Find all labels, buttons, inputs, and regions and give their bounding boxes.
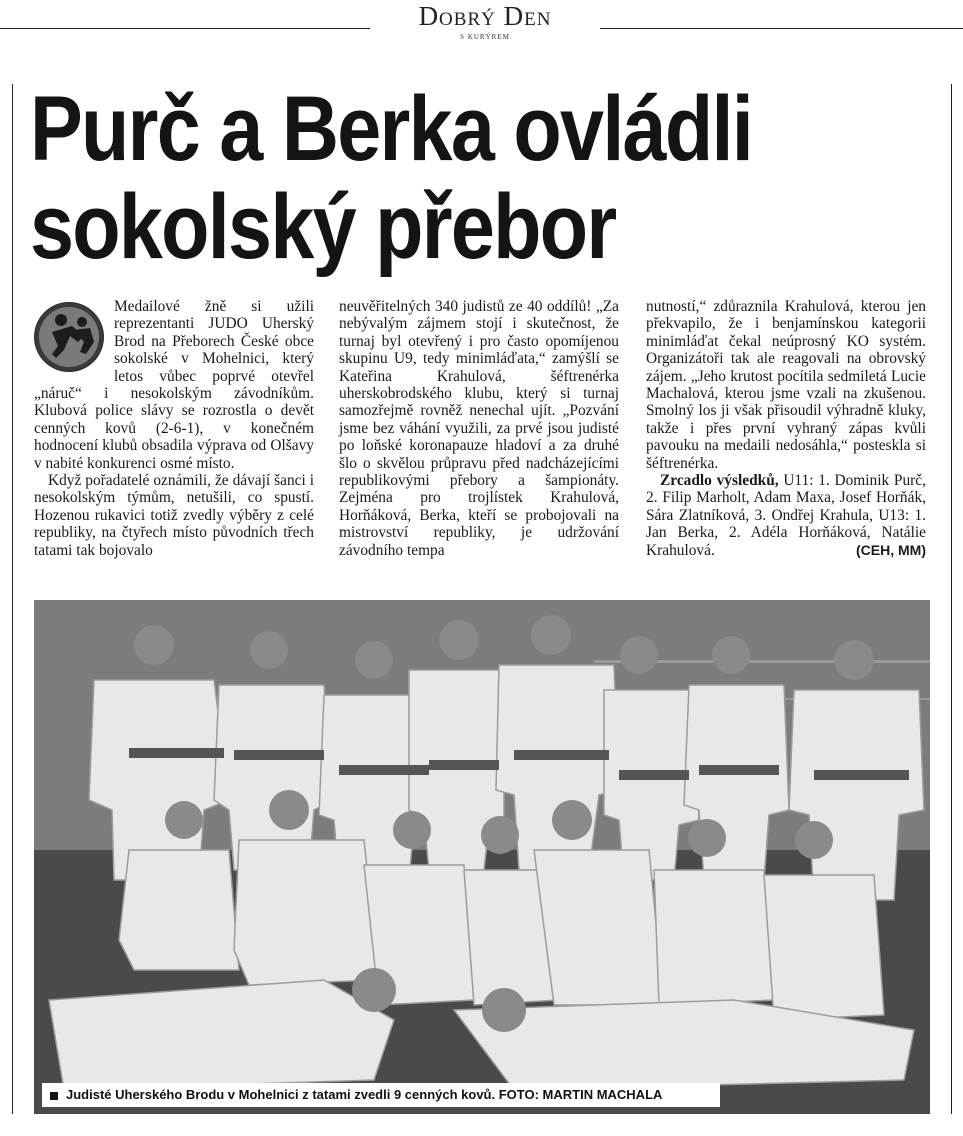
paragraph-1: Medailové žně si užili reprezentanti JUDO Uherský Brod na Přeborech České obce sokolské v Mohelnici, který letos vůbec poprvé otevřel „náruč“ i nesokolským závodníkům. Klubová police slávy se rozrostla o devět cenných kovů (2-6-1), v konečném hodnocení klubů obsadila výprava od Olšavy v nabité konkurenci osmé místo. — [34, 298, 314, 472]
results-text: U11: 1. Dominik Purč, 2. Filip Marholt, Adam Maxa, Josef Horňák, Sára Zlatníková, 3. Ondřej Krahula, U13: 1. Jan Berka, 2. Adéla Horňáková, Natálie Krahulová. — [646, 472, 926, 559]
masthead-title: Dobrý Den — [418, 1, 552, 31]
photo-caption — [42, 1083, 720, 1107]
masthead — [0, 0, 963, 44]
photo-caption-text: Judisté Uherského Brodu v Mohelnici z tatami zvedli 9 cenných kovů. FOTO: MARTIN MACHALA — [66, 1087, 663, 1102]
article-body — [34, 298, 930, 590]
judo-logo-icon — [34, 302, 104, 372]
masthead-rule-left — [0, 28, 370, 29]
masthead-subtitle: S KURÝREM — [460, 33, 510, 41]
article-column-1 — [34, 298, 314, 559]
author-credit: (CEH, MM) — [856, 541, 926, 558]
headline-line-1: Purč a Berka ovládli — [30, 78, 752, 180]
caption-bullet-icon — [50, 1092, 58, 1100]
results-paragraph — [646, 472, 926, 559]
headline-line-2: sokolský přebor — [30, 176, 616, 278]
paragraph-2: Když pořadatelé oznámili, že dávají šanci i nesokolským týmům, netušili, co spustí. Hozenou rukavici totiž zvedly výběry z celé republiky, na čtyřech místo původních třech tatami tak bojovalo — [34, 472, 314, 559]
paragraph-4: nutností,“ zdůraznila Krahulová, kterou jen překvapilo, že i benjamínskou kategorii minimláďat čekal neúprosný KO systém. Organizátoři tak ale reagovali na obrovský zájem. „Jeho krutost pocítila sedmiletá Lucie Machalová, kterou jsme vzali na zkušenou. Smolný los ji však přisoudil výhradně kluky, takže i přes první vyhraný zápas kvůli pavouku na medaili nedosáhla,“ posteskla si šéftrenérka. — [646, 298, 926, 472]
team-photo — [34, 600, 930, 1114]
headline — [30, 80, 804, 276]
article-column-3 — [646, 298, 926, 559]
paragraph-3: neuvěřitelných 340 judistů ze 40 oddílů! „Za nebývalým zájmem stojí i skutečnost, že turnaj byl otevřený i pro často opomíjenou skupinu U9, tedy minimláďata,“ zamýšlí se Kateřina Krahulová, šéftrenérka uherskobrodského klubu, který si turnaj samozřejmě rovněž nenechal ujít. „Pozvání jsme bez váhání využili, za prvé jsou judisté po loňské koronapauze hladoví a za druhé šlo o skvělou průpravu před nadcházejícími republikovými přebory a šampionáty. Zejména pro trojlístek Krahulová, Horňáková, Berka, kteří se probojovali na mistrovství republiky, je udržování závodního tempa — [339, 298, 619, 559]
masthead-rule-right — [600, 28, 963, 29]
results-label: Zrcadlo výsledků, — [660, 472, 779, 490]
article-column-2 — [339, 298, 619, 559]
